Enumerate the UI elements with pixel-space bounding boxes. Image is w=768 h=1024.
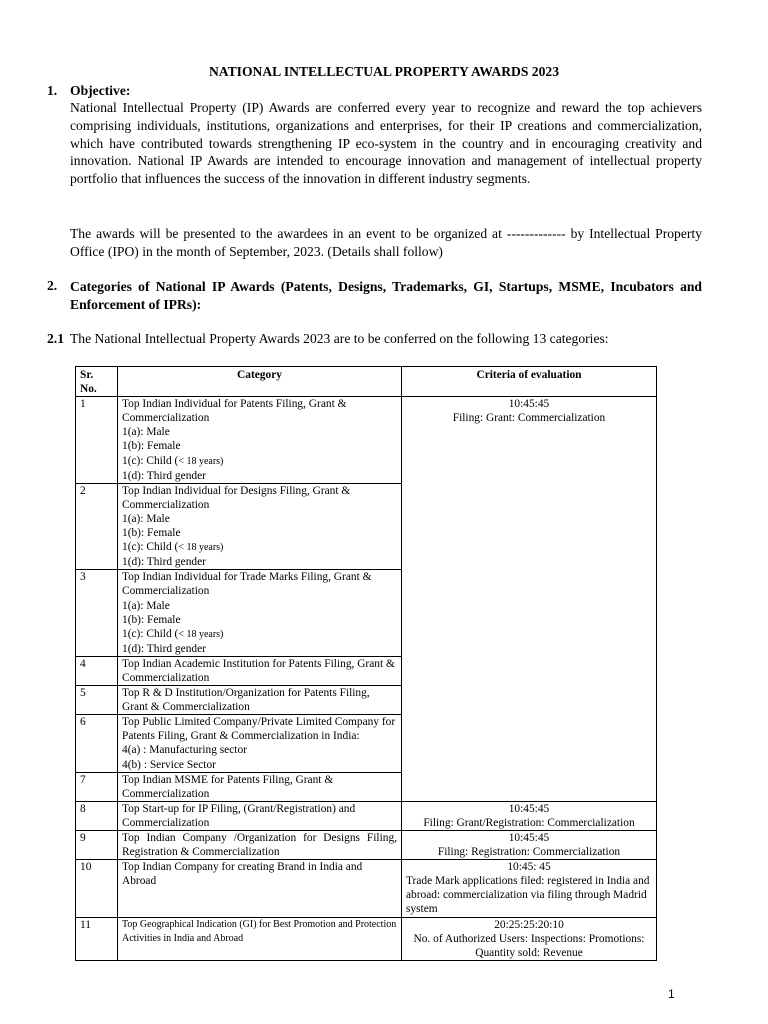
- section-2-number: 2.: [47, 278, 58, 293]
- row-sr: 2: [76, 483, 118, 570]
- row-category: Top Public Limited Company/Private Limited Company for Patents Filing, Grant & Commercialization in India: 4(a) : Manufacturing sector 4(b) : Service Sector: [118, 715, 402, 772]
- row-category: Top R & D Institution/Organization for Patents Filing, Grant & Commercialization: [118, 686, 402, 715]
- row-sr: 10: [76, 860, 118, 917]
- table-row: [76, 831, 657, 860]
- row-category: Top Geographical Indication (GI) for Best Promotion and Protection Activities in India and Abroad: [118, 917, 402, 960]
- row-sr: 4: [76, 656, 118, 685]
- table-row: [76, 860, 657, 917]
- header-category: Category: [118, 367, 402, 397]
- header-criteria: Criteria of evaluation: [402, 367, 657, 397]
- row-sr: 6: [76, 715, 118, 772]
- section-1-number: 1.: [47, 83, 58, 98]
- row-sr: 1: [76, 397, 118, 484]
- awards-table: [75, 366, 657, 961]
- row-category: Top Indian Company /Organization for Designs Filing, Registration & Commercialization: [118, 831, 402, 860]
- row-category: Top Indian Company for creating Brand in India and Abroad: [118, 860, 402, 917]
- row-sr: 7: [76, 772, 118, 801]
- row-category: Top Indian Individual for Trade Marks Filing, Grant & Commercialization 1(a): Male 1(b): Female 1(c): Child (< 18 years) 1(d): Third gender: [118, 570, 402, 657]
- objective-paragraph: National Intellectual Property (IP) Awards are conferred every year to recognize and reward the top achievers comprising individuals, institutions, organizations and enterprises, for their IP creations and commercialization, which have contributed towards strengthening IP eco-system in the country and in encouraging creativity and innovation. National IP Awards are intended to encourage innovation and management of intellectual property portfolio that influences the success of the innovation in different industry segments.: [70, 100, 702, 187]
- table-header-row: [76, 367, 657, 397]
- table-row: [76, 801, 657, 830]
- row-criteria: 10:45:45 Filing: Grant: Commercialization: [402, 397, 657, 802]
- row-sr: 5: [76, 686, 118, 715]
- section-2-heading: Categories of National IP Awards (Patents, Designs, Trademarks, GI, Startups, MSME, Incubators and Enforcement of IPRs):: [70, 279, 702, 312]
- document-title: NATIONAL INTELLECTUAL PROPERTY AWARDS 2023: [208, 64, 559, 79]
- row-category: Top Indian Academic Institution for Patents Filing, Grant & Commercialization: [118, 656, 402, 685]
- section-2-1-number: 2.1: [47, 331, 64, 346]
- row-category: Top Indian MSME for Patents Filing, Grant & Commercialization: [118, 772, 402, 801]
- table-row: [76, 917, 657, 960]
- row-criteria: 10:45:45 Filing: Grant/Registration: Commercialization: [402, 801, 657, 830]
- section-2-1-text: The National Intellectual Property Awards 2023 are to be conferred on the following 13 categories:: [70, 331, 609, 346]
- row-criteria: 20:25:25:20:10 No. of Authorized Users: Inspections: Promotions: Quantity sold: Revenue: [402, 917, 657, 960]
- page-number: 1: [668, 987, 675, 1001]
- row-category: Top Indian Individual for Patents Filing, Grant & Commercialization 1(a): Male 1(b): Female 1(c): Child (< 18 years) 1(d): Third gender: [118, 397, 402, 484]
- row-criteria: 10:45: 45 Trade Mark applications filed: registered in India and abroad: commercialization via filing through Madrid system: [402, 860, 657, 917]
- row-criteria: 10:45:45 Filing: Registration: Commercialization: [402, 831, 657, 860]
- header-sr-no: Sr. No.: [76, 367, 118, 397]
- row-category: Top Indian Individual for Designs Filing, Grant & Commercialization 1(a): Male 1(b): Female 1(c): Child (< 18 years) 1(d): Third gender: [118, 483, 402, 570]
- row-sr: 11: [76, 917, 118, 960]
- row-sr: 8: [76, 801, 118, 830]
- row-sr: 9: [76, 831, 118, 860]
- table-row: [76, 397, 657, 484]
- row-sr: 3: [76, 570, 118, 657]
- section-1-heading: Objective:: [70, 83, 131, 98]
- row-category: Top Start-up for IP Filing, (Grant/Registration) and Commercialization: [118, 801, 402, 830]
- event-paragraph: The awards will be presented to the awardees in an event to be organized at ------------- by Intellectual Property Office (IPO) in the month of September, 2023. (Details shall follow): [70, 226, 702, 259]
